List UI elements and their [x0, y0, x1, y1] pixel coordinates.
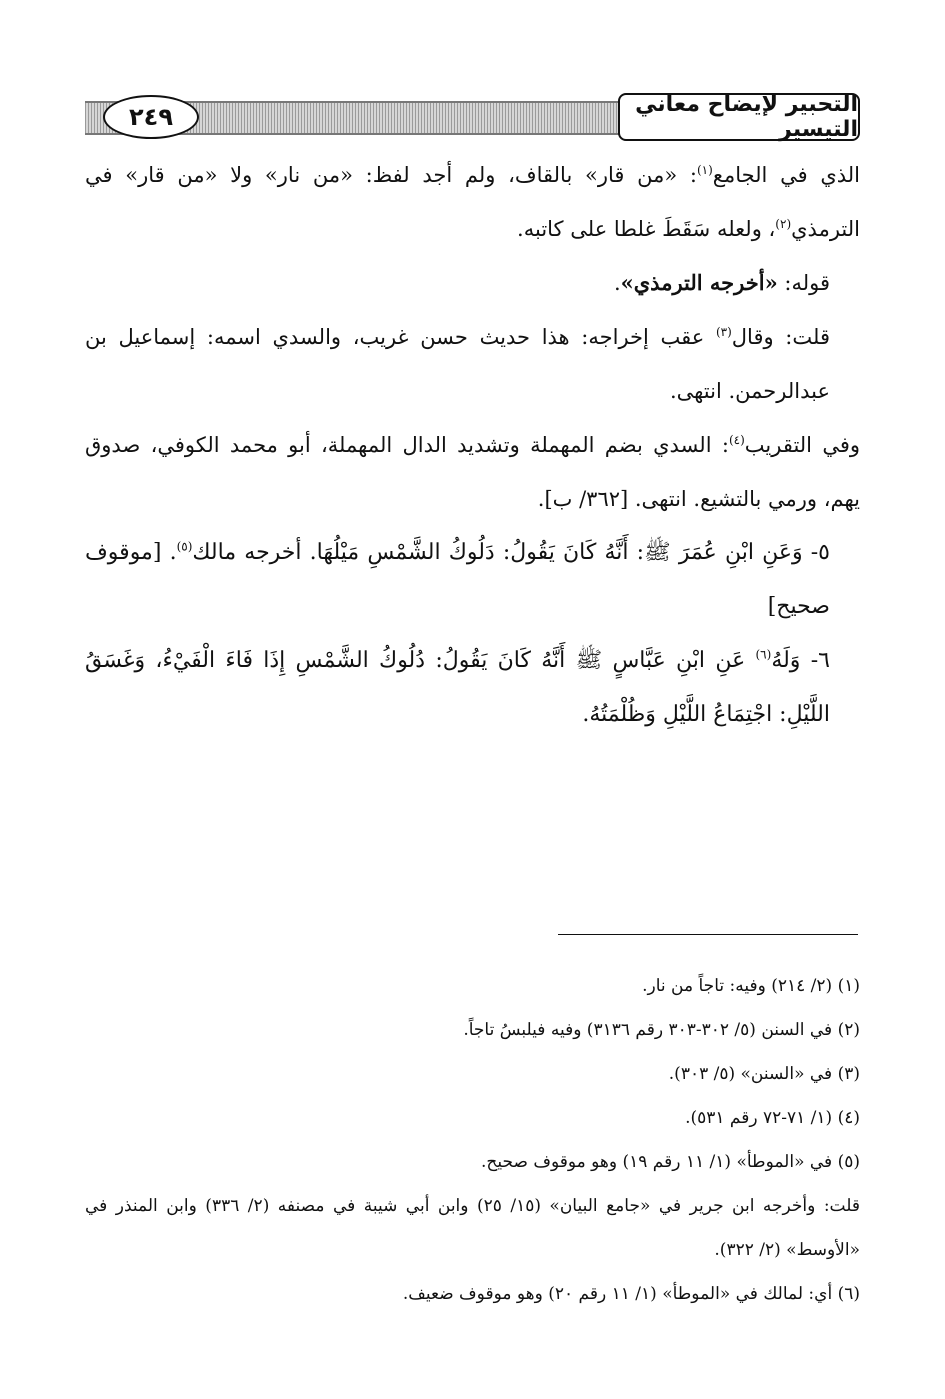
text-run: عقب إخراجه: هذا حديث حسن غريب، والسدي اسمه: إسماعيل بن عبدالرحمن. انتهى. [85, 325, 830, 403]
running-header [85, 93, 860, 141]
book-title: التحبير لإيضاح معاني التيسير [618, 93, 860, 141]
footnote-1: (١) (٢/ ٢١٤) وفيه: تاجاً من نار. [642, 976, 860, 996]
text-run: قوله: [777, 271, 830, 295]
text-run: الذي في الجامع [712, 163, 861, 187]
footnote-6: (٦) أي: لمالك في «الموطأ» (١/ ١١ رقم ٢٠) وهو موقوف ضعيف. [402, 1284, 860, 1304]
footnote-2: (٢) في السنن (٥/ ٣٠٢-٣٠٣ رقم ٣١٣٦) وفيه فيلبسُ تاجاً. [463, 1020, 860, 1040]
footnotes [85, 964, 860, 1316]
page-number: ٢٤٩ [103, 95, 199, 139]
hadith-5 [85, 526, 860, 634]
footnote-ref: (٢) [775, 217, 792, 231]
text-run: وفي التقريب [744, 433, 860, 457]
footnote-5: (٥) في «الموطأ» (١/ ١١ رقم ١٩) وهو موقوف صحيح. [481, 1152, 860, 1172]
hadith-6 [85, 634, 860, 742]
footnote-ref: (٥) [176, 539, 193, 554]
footnote-ref: (١) [696, 163, 713, 177]
text-run: ٥- وَعَنِ ابْنِ عُمَرَ ﷺ: أَنَّهُ كَانَ يَقُولُ: دَلُوكُ الشَّمْسِ مَيْلُهَا. أخرجه مالك [192, 540, 830, 565]
footnote-5-note: قلت: وأخرجه ابن جرير في «جامع البيان» (١٥/ ٢٥) وابن أبي شيبة في مصنفه (٢/ ٣٣٦) وابن المنذر في «الأوسط» (٢/ ٣٢٢). [85, 1196, 860, 1260]
footnote-ref: (٤) [728, 433, 745, 447]
text-run: ، ولعله سَقَطَ غلطا على كاتبه. [517, 217, 776, 241]
text-run: : «من قار» بالقاف، ولم أجد لفظ: «من نار» ولا «من قار» في الترمذي [85, 163, 860, 241]
quoted-phrase: «أخرجه الترمذي» [620, 270, 778, 295]
footnote-ref: (٣) [715, 325, 732, 339]
paragraph-4 [85, 418, 860, 526]
text-run: ٦- وَلَهُ [771, 648, 830, 673]
footnote-ref: (٦) [755, 647, 772, 662]
text-run: عَنِ ابْنِ عَبَّاسٍ ﷺ أَنَّهُ كَانَ يَقُولُ: دُلُوكُ الشَّمْسِ إِذَا فَاءَ الْفَيْءُ، وَغَسَقُ اللَّيْلِ: اجْتِمَاعُ اللَّيْلِ وَظُلْمَتُهُ. [85, 648, 830, 727]
text-run: قلت: وقال [731, 325, 830, 349]
paragraph-3 [85, 310, 860, 418]
text-run: : السدي بضم المهملة وتشديد الدال المهملة، أبو محمد الكوفي، صدوق يهم، ورمي بالتشيع. انتهى. [٣٦٢/ ب]. [85, 433, 860, 511]
text-run: . [613, 271, 621, 295]
footnote-4: (٤) (١/ ٧١-٧٢ رقم ٥٣١). [685, 1108, 860, 1128]
main-text [85, 148, 860, 742]
footnote-3: (٣) في «السنن» (٥/ ٣٠٣). [668, 1064, 860, 1084]
paragraph-2 [85, 256, 860, 310]
footnote-separator [558, 934, 858, 935]
paragraph-1 [85, 148, 860, 256]
text-run: . [موقوف صحيح] [85, 540, 830, 619]
